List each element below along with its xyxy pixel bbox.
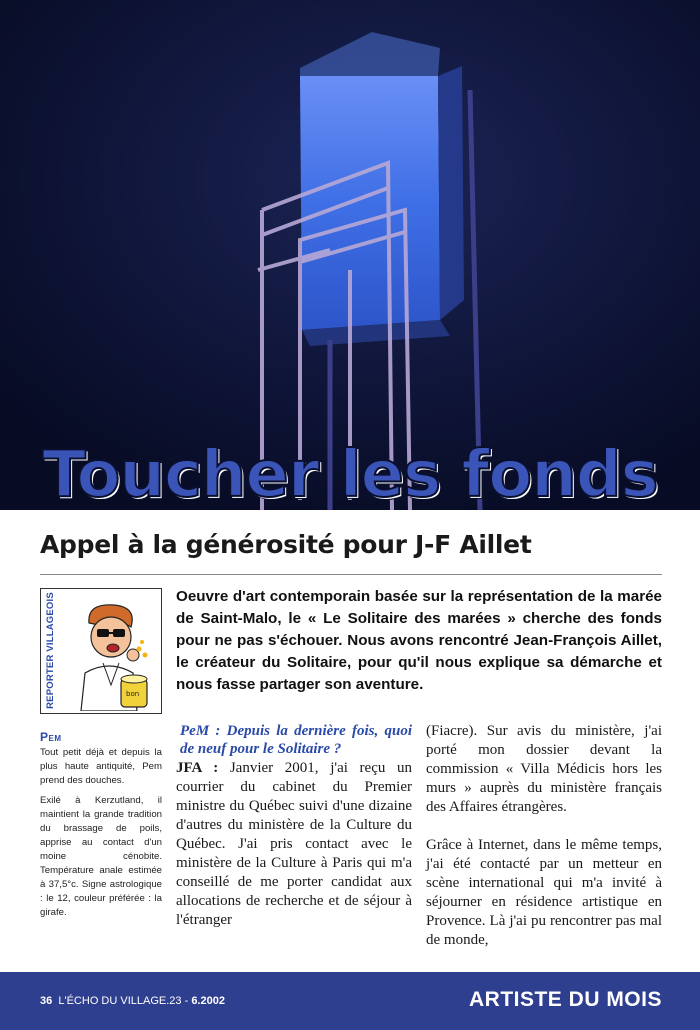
author-sidebar [40, 588, 162, 926]
hero-photo [0, 0, 700, 510]
answer-paragraph-2: Grâce à Internet, dans le même temps, j'ai été contacté par un metteur en scène international qui m'a invité à séjourner en résidence artistique en Provence. Là j'ai pu rencontrer pas mal de monde, [426, 837, 662, 948]
article-title: Toucher les fonds [42, 438, 658, 512]
author-name: Pem [40, 730, 62, 744]
issue-date: 6.2002 [191, 995, 225, 1007]
author-bio-2: Exilé à Kerzutland, il maintient la grande tradition du brassage de poils, apprise au contact d'un moine cénobite. Température anale estimée à 37,5°c. Signe astrologique : le 12, couleur préférée : la girafe. [40, 795, 162, 918]
magazine-name: L'ÉCHO DU VILLAGE.23 [58, 995, 182, 1007]
answer-text: Janvier 2001, j'ai reçu un courrier du cabinet du Premier ministre du Québec suivi d'une dizaine d'autres du ministère de la Culture du Québec. J'ai pris contact avec le ministère de la Culture à Paris qui m'a conseillé de me porter candidat aux allocations de recherche et de séjour à l'étranger [176, 760, 412, 928]
footer-publication: 36 L'ÉCHO DU VILLAGE.23 - 6.2002 [40, 995, 225, 1007]
speaker-label: JFA : [176, 760, 219, 776]
cartoon-avatar-icon [59, 593, 159, 711]
interview-answer [176, 759, 412, 930]
sculpture-image [0, 0, 700, 510]
article-column-2 [426, 722, 662, 950]
svg-text:bon: bon [126, 690, 140, 698]
section-title: ARTISTE DU MOIS [468, 988, 662, 1011]
author-portrait [40, 588, 162, 714]
article-lead: Oeuvre d'art contemporain basée sur la représentation de la marée de Saint-Malo, le « Le Solitaire des marées » cherche des fonds pour ne pas s'échouer. Nous avons rencontré Jean-François Aillet, le créateur du Solitaire, pour qu'il nous explique sa démarche et nous fasse partager son aventure. [176, 588, 662, 693]
article-column-1 [176, 722, 412, 930]
author-bio-1: Tout petit déjà et depuis la plus haute antiquité, Pem prend des douches. [40, 747, 162, 786]
reporter-tag: REPORTER VILLAGEOIS [44, 591, 56, 709]
divider [40, 574, 662, 575]
article-subtitle: Appel à la générosité pour J-F Aillet [40, 530, 532, 559]
interview-question: PeM : Depuis la dernière fois, quoi de neuf pour le Solitaire ? [180, 723, 412, 757]
answer-paragraph-1: (Fiacre). Sur avis du ministère, j'ai porté mon dossier devant la commission « Villa Médicis hors les murs » auprès du ministère français des Affaires étrangères. [426, 723, 662, 815]
page-number: 36 [40, 995, 53, 1007]
